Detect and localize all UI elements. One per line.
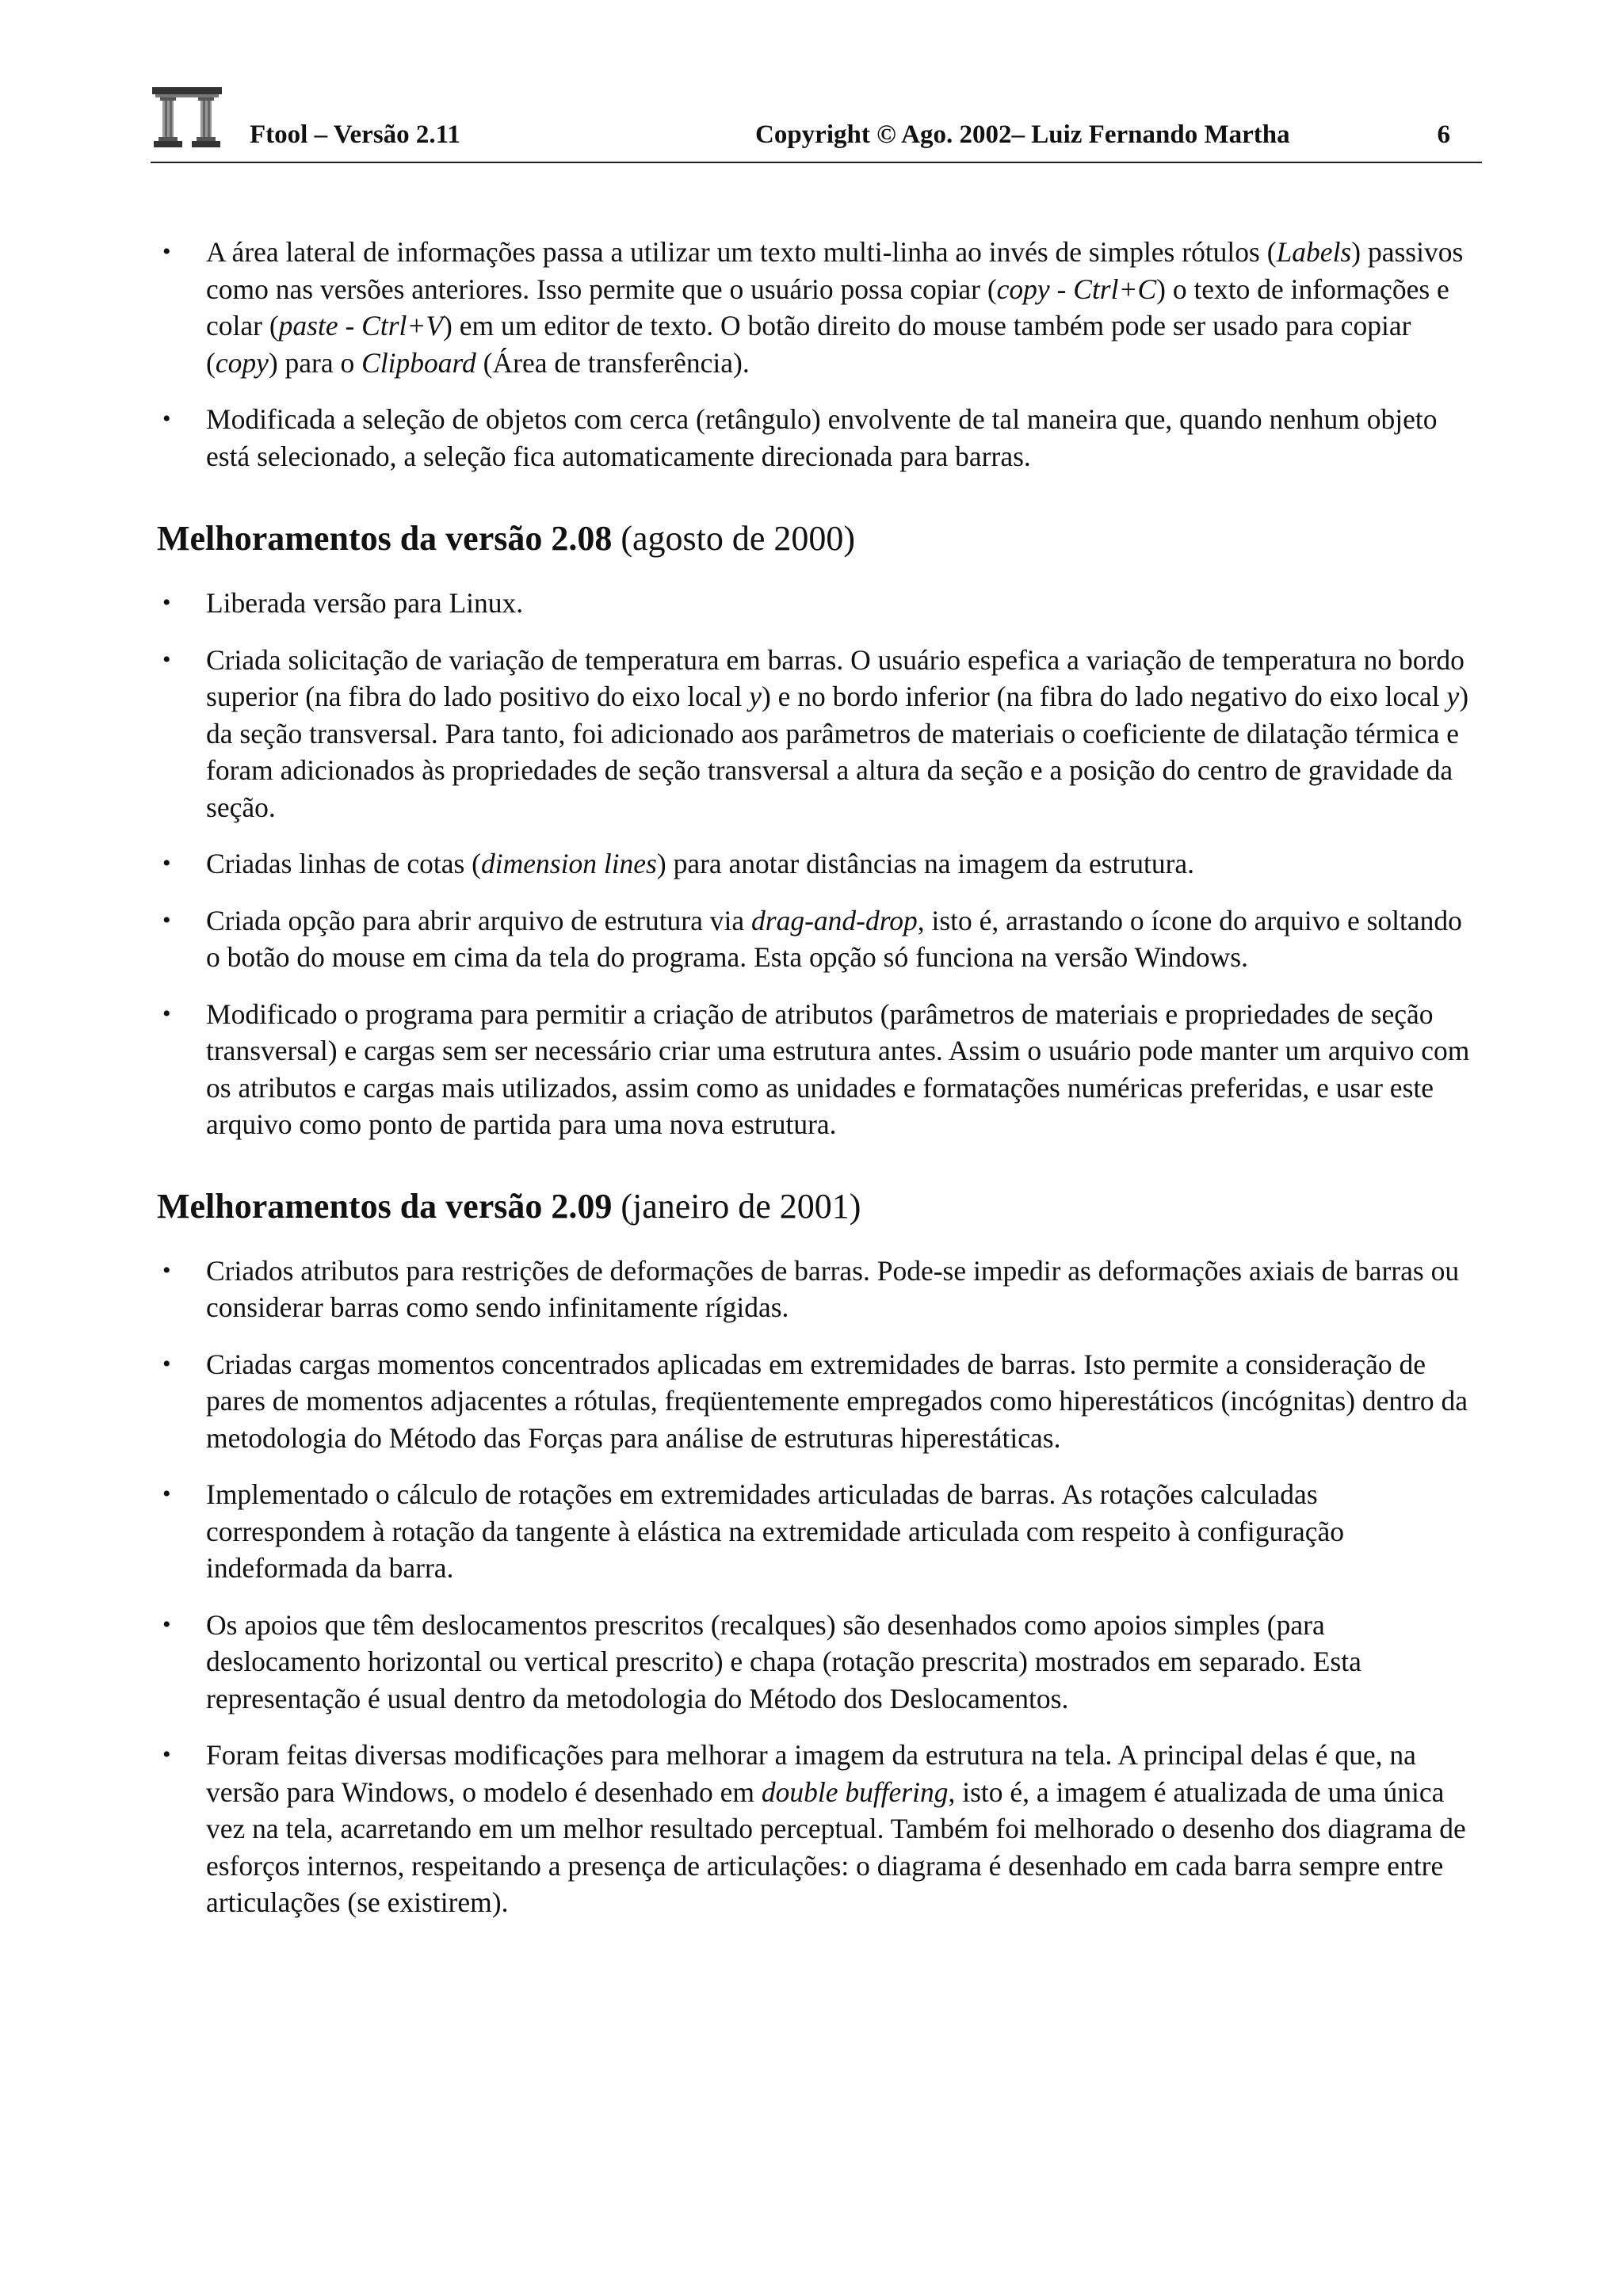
body-text: - bbox=[1049, 273, 1074, 305]
body-text: ) o texto de informações e colar ( bbox=[206, 273, 1449, 341]
section-heading-date: (agosto de 2000) bbox=[612, 519, 856, 558]
greek-pi-column-logo-icon bbox=[151, 86, 223, 149]
intro-bullet-list bbox=[157, 234, 1472, 475]
italic-text: copy bbox=[996, 273, 1050, 305]
body-text: Criada opção para abrir arquivo de estrutura via bbox=[206, 904, 752, 936]
list-item bbox=[157, 1737, 1472, 1921]
bullet-icon: • bbox=[162, 1000, 171, 1027]
section-heading-2-08 bbox=[157, 517, 1472, 561]
body-text: ) passivos como nas versões anteriores. Isso permite que o usuário possa copiar ( bbox=[206, 236, 1464, 305]
italic-text: Ctrl+V bbox=[361, 310, 444, 341]
body-text: Criadas linhas de cotas ( bbox=[206, 848, 482, 879]
body-text: Os apoios que têm deslocamentos prescritos (recalques) são desenhados como apoios simples (para deslocamento horizontal ou vertical prescrito) e chapa (rotação prescrita) mostrados em separado. Esta representação é usual dentro da metodologia do Método dos Deslocamentos. bbox=[206, 1608, 1361, 1714]
body-text: , isto é, a imagem é atualizada de uma única vez na tela, acarretando em um melhor resultado perceptual. Também foi melhorado o desenho dos diagrama de esforços internos, respeitando a presença de articulações: o diagrama é desenhado em cada barra sempre entre articulações (se existirem). bbox=[206, 1775, 1466, 1918]
document-title: Ftool – Versão 2.11 bbox=[250, 120, 460, 149]
bullet-icon: • bbox=[162, 589, 171, 616]
bullet-icon: • bbox=[162, 406, 171, 432]
list-item bbox=[157, 401, 1472, 475]
body-text: Foram feitas diversas modificações para melhorar a imagem da estrutura na tela. A principal delas é que, na versão para Windows, o modelo é desenhado em bbox=[206, 1739, 1416, 1808]
page-number: 6 bbox=[1437, 120, 1450, 149]
italic-text: copy bbox=[215, 346, 269, 379]
body-text: Implementado o cálculo de rotações em extremidades articuladas de barras. As rotações calculadas correspondem à rotação da tangente à elástica na extremidade articulada com respeito à configuração indeformada da barra. bbox=[206, 1478, 1345, 1584]
body-text: ) e no bordo inferior (na fibra do lado negativo do eixo local bbox=[761, 681, 1447, 712]
italic-text: paste bbox=[278, 310, 338, 341]
italic-text: Labels bbox=[1276, 236, 1352, 268]
body-text: Liberada versão para Linux. bbox=[206, 587, 524, 619]
body-text: , isto é, arrastando o ícone do arquivo e soltando o botão do mouse em cima da tela do programa. Esta opção só funciona na versão Windows. bbox=[206, 904, 1462, 973]
body-text: (Área de transferência). bbox=[475, 346, 750, 379]
list-item bbox=[157, 1476, 1472, 1587]
bullet-list-2-08 bbox=[157, 585, 1472, 1143]
section-heading-title: Melhoramentos da versão 2.09 bbox=[157, 1186, 613, 1226]
list-item bbox=[157, 845, 1472, 883]
body-text: ) para o bbox=[268, 346, 362, 379]
italic-text: y bbox=[1446, 681, 1460, 712]
bullet-icon: • bbox=[162, 1350, 171, 1377]
italic-text: dimension lines bbox=[481, 848, 657, 879]
list-item bbox=[157, 902, 1472, 976]
body-text: ) para anotar distâncias na imagem da estrutura. bbox=[656, 848, 1195, 879]
section-heading-title: Melhoramentos da versão 2.08 bbox=[157, 519, 613, 558]
list-item bbox=[157, 996, 1472, 1143]
body-text: Criados atributos para restrições de deformações de barras. Pode-se impedir as deformações axiais de barras ou considerar barras como sendo infinitamente rígidas. bbox=[206, 1254, 1460, 1323]
list-item bbox=[157, 234, 1472, 381]
copyright-notice: Copyright © Ago. 2002– Luiz Fernando Martha bbox=[755, 120, 1290, 149]
header-divider bbox=[151, 162, 1482, 163]
body-text: Modificado o programa para permitir a criação de atributos (parâmetros de materiais e propriedades de seção transversal) e cargas sem ser necessário criar uma estrutura antes. Assim o usuário pode manter um arquivo com os atributos e cargas mais utilizados, assim como as unidades e formatações numéricas preferidas, e usar este arquivo como ponto de partida para uma nova estrutura. bbox=[206, 997, 1470, 1140]
bullet-list-2-09 bbox=[157, 1253, 1472, 1921]
list-item bbox=[157, 585, 1472, 622]
bullet-icon: • bbox=[162, 1257, 171, 1283]
italic-text: Clipboard bbox=[361, 346, 476, 379]
list-item bbox=[157, 1346, 1472, 1457]
bullet-icon: • bbox=[162, 850, 171, 876]
body-text: ) da seção transversal. Para tanto, foi adicionado aos parâmetros de materiais o coeficiente de dilatação térmica e foram adicionados às propriedades de seção transversal a altura da seção e a posição do centro de gravidade da seção. bbox=[206, 681, 1469, 823]
body-text: Criada solicitação de variação de temperatura em barras. O usuário espefica a variação de temperatura no bordo superior (na fibra do lado positivo do eixo local bbox=[206, 643, 1465, 712]
bullet-icon: • bbox=[162, 1611, 171, 1638]
body-text: Modificada a seleção de objetos com cerca (retângulo) envolvente de tal maneira que, quando nenhum objeto está selecionado, a seleção fica automaticamente direcionada para barras. bbox=[206, 403, 1438, 472]
section-heading-date: (janeiro de 2001) bbox=[612, 1186, 861, 1226]
bullet-icon: • bbox=[162, 646, 171, 673]
body-text: A área lateral de informações passa a utilizar um texto multi-linha ao invés de simples rótulos ( bbox=[206, 236, 1277, 268]
list-item bbox=[157, 1253, 1472, 1326]
list-item bbox=[157, 1607, 1472, 1718]
body-text: ) em um editor de texto. O botão direito do mouse também pode ser usado para copiar ( bbox=[206, 310, 1411, 379]
italic-text: double buffering bbox=[761, 1775, 949, 1808]
page-content bbox=[157, 234, 1472, 1941]
body-text: - bbox=[338, 310, 362, 341]
italic-text: y bbox=[749, 681, 762, 712]
bullet-icon: • bbox=[162, 1481, 171, 1507]
bullet-icon: • bbox=[162, 1741, 171, 1768]
body-text: Criadas cargas momentos concentrados aplicadas em extremidades de barras. Isto permite a consideração de pares de momentos adjacentes a rótulas, freqüentemente empregados como hiperestáticos (incógnitas) dentro da metodologia do Método das Forças para análise de estruturas hiperestáticas. bbox=[206, 1348, 1468, 1454]
italic-text: drag-and-drop bbox=[751, 904, 918, 936]
page-header bbox=[151, 79, 1482, 166]
bullet-icon: • bbox=[162, 906, 171, 933]
list-item bbox=[157, 642, 1472, 826]
italic-text: Ctrl+C bbox=[1073, 273, 1157, 305]
section-heading-2-09 bbox=[157, 1184, 1472, 1229]
bullet-icon: • bbox=[162, 238, 171, 265]
